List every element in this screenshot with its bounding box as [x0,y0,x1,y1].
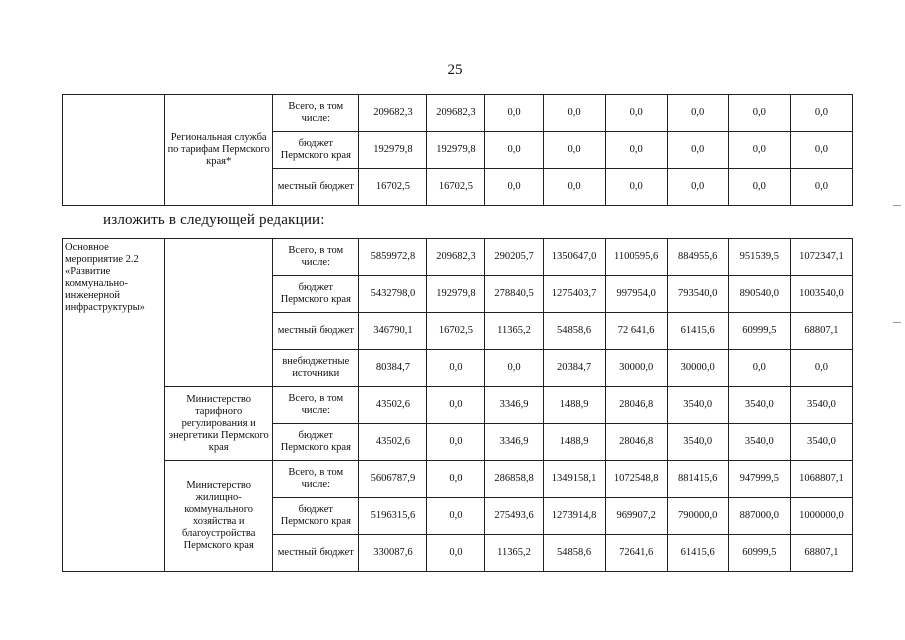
value-cell: 3540,0 [728,387,790,424]
responsible-org: Региональная служба по тарифам Пермского края* [165,95,273,206]
funding-source-label: Всего, в том числе: [273,95,359,132]
value-cell: 1488,9 [543,387,605,424]
value-cell: 887000,0 [728,498,790,535]
value-cell: 0,0 [485,95,543,132]
value-cell: 0,0 [427,535,485,572]
page-number: 25 [447,62,463,78]
value-cell: 0,0 [728,350,790,387]
funding-source-label: Всего, в том числе: [273,387,359,424]
value-cell: 290205,7 [485,239,543,276]
funding-source-label: местный бюджет [273,169,359,206]
value-cell: 0,0 [605,95,667,132]
value-cell: 0,0 [543,169,605,206]
value-cell: 0,0 [605,132,667,169]
value-cell: 68807,1 [790,535,852,572]
value-cell: 0,0 [728,169,790,206]
value-cell: 209682,3 [359,95,427,132]
value-cell: 0,0 [667,95,728,132]
value-cell: 3346,9 [485,387,543,424]
value-cell: 0,0 [605,169,667,206]
value-cell: 28046,8 [605,387,667,424]
value-cell: 0,0 [427,498,485,535]
value-cell: 997954,0 [605,276,667,313]
value-cell: 0,0 [790,95,852,132]
value-cell: 0,0 [485,169,543,206]
value-cell: 80384,7 [359,350,427,387]
value-cell: 793540,0 [667,276,728,313]
value-cell: 54858,6 [543,313,605,350]
funding-source-label: местный бюджет [273,535,359,572]
value-cell: 60999,5 [728,313,790,350]
funding-source-label: местный бюджет [273,313,359,350]
value-cell: 209682,3 [427,239,485,276]
value-cell: 0,0 [543,95,605,132]
funding-source-label: бюджет Пермского края [273,132,359,169]
value-cell: 0,0 [427,424,485,461]
value-cell: 881415,6 [667,461,728,498]
responsible-org: Министерство жилищно-коммунального хозяйства и благоустройства Пермского края [165,461,273,572]
value-cell: 1488,9 [543,424,605,461]
responsible-org [165,239,273,387]
value-cell: 1072548,8 [605,461,667,498]
value-cell: 947999,5 [728,461,790,498]
value-cell: 884955,6 [667,239,728,276]
edge-mark [893,322,901,323]
value-cell: 0,0 [427,387,485,424]
value-cell: 68807,1 [790,313,852,350]
value-cell: 330087,6 [359,535,427,572]
value-cell: 0,0 [667,169,728,206]
edge-mark [893,205,901,206]
value-cell: 0,0 [790,169,852,206]
value-cell: 16702,5 [427,169,485,206]
value-cell: 61415,6 [667,535,728,572]
value-cell: 0,0 [427,350,485,387]
value-cell: 286858,8 [485,461,543,498]
value-cell: 278840,5 [485,276,543,313]
value-cell: 3540,0 [728,424,790,461]
value-cell: 1072347,1 [790,239,852,276]
measure-cell: Основное мероприятие 2.2 «Развитие коммунально-инженерной инфраструктуры» [63,239,165,572]
value-cell: 5606787,9 [359,461,427,498]
value-cell: 30000,0 [605,350,667,387]
value-cell: 1350647,0 [543,239,605,276]
value-cell: 192979,8 [427,276,485,313]
value-cell: 28046,8 [605,424,667,461]
value-cell: 209682,3 [427,95,485,132]
value-cell: 192979,8 [427,132,485,169]
value-cell: 61415,6 [667,313,728,350]
funding-source-label: бюджет Пермского края [273,276,359,313]
value-cell: 3540,0 [667,424,728,461]
value-cell: 192979,8 [359,132,427,169]
funding-source-label: Всего, в том числе: [273,461,359,498]
value-cell: 54858,6 [543,535,605,572]
value-cell: 275493,6 [485,498,543,535]
value-cell: 60999,5 [728,535,790,572]
value-cell: 790000,0 [667,498,728,535]
value-cell: 3540,0 [790,387,852,424]
value-cell: 43502,6 [359,424,427,461]
value-cell: 951539,5 [728,239,790,276]
measure-cell [63,95,165,206]
value-cell: 0,0 [728,95,790,132]
new-budget-table [62,238,853,572]
value-cell: 11365,2 [485,313,543,350]
value-cell: 20384,7 [543,350,605,387]
value-cell: 1275403,7 [543,276,605,313]
section-heading: изложить в следующей редакции: [103,212,325,228]
value-cell: 1000000,0 [790,498,852,535]
funding-source-label: бюджет Пермского края [273,498,359,535]
value-cell: 1273914,8 [543,498,605,535]
value-cell: 3346,9 [485,424,543,461]
table-row [63,387,853,424]
value-cell: 1100595,6 [605,239,667,276]
funding-source-label: Всего, в том числе: [273,239,359,276]
value-cell: 72641,6 [605,535,667,572]
funding-source-label: внебюджетные источники [273,350,359,387]
value-cell: 346790,1 [359,313,427,350]
value-cell: 1003540,0 [790,276,852,313]
value-cell: 969907,2 [605,498,667,535]
value-cell: 890540,0 [728,276,790,313]
old-budget-table [62,94,853,206]
table-row [63,239,853,276]
funding-source-label: бюджет Пермского края [273,424,359,461]
value-cell: 16702,5 [359,169,427,206]
value-cell: 3540,0 [667,387,728,424]
value-cell: 43502,6 [359,387,427,424]
value-cell: 0,0 [790,350,852,387]
value-cell: 0,0 [485,132,543,169]
table-row [63,461,853,498]
value-cell: 30000,0 [667,350,728,387]
value-cell: 1349158,1 [543,461,605,498]
value-cell: 5196315,6 [359,498,427,535]
value-cell: 72 641,6 [605,313,667,350]
value-cell: 0,0 [485,350,543,387]
value-cell: 0,0 [790,132,852,169]
table-row [63,95,853,132]
value-cell: 0,0 [728,132,790,169]
value-cell: 0,0 [667,132,728,169]
value-cell: 5432798,0 [359,276,427,313]
value-cell: 11365,2 [485,535,543,572]
value-cell: 1068807,1 [790,461,852,498]
value-cell: 3540,0 [790,424,852,461]
value-cell: 5859972,8 [359,239,427,276]
value-cell: 16702,5 [427,313,485,350]
value-cell: 0,0 [427,461,485,498]
value-cell: 0,0 [543,132,605,169]
responsible-org: Министерство тарифного регулирования и энергетики Пермского края [165,387,273,461]
